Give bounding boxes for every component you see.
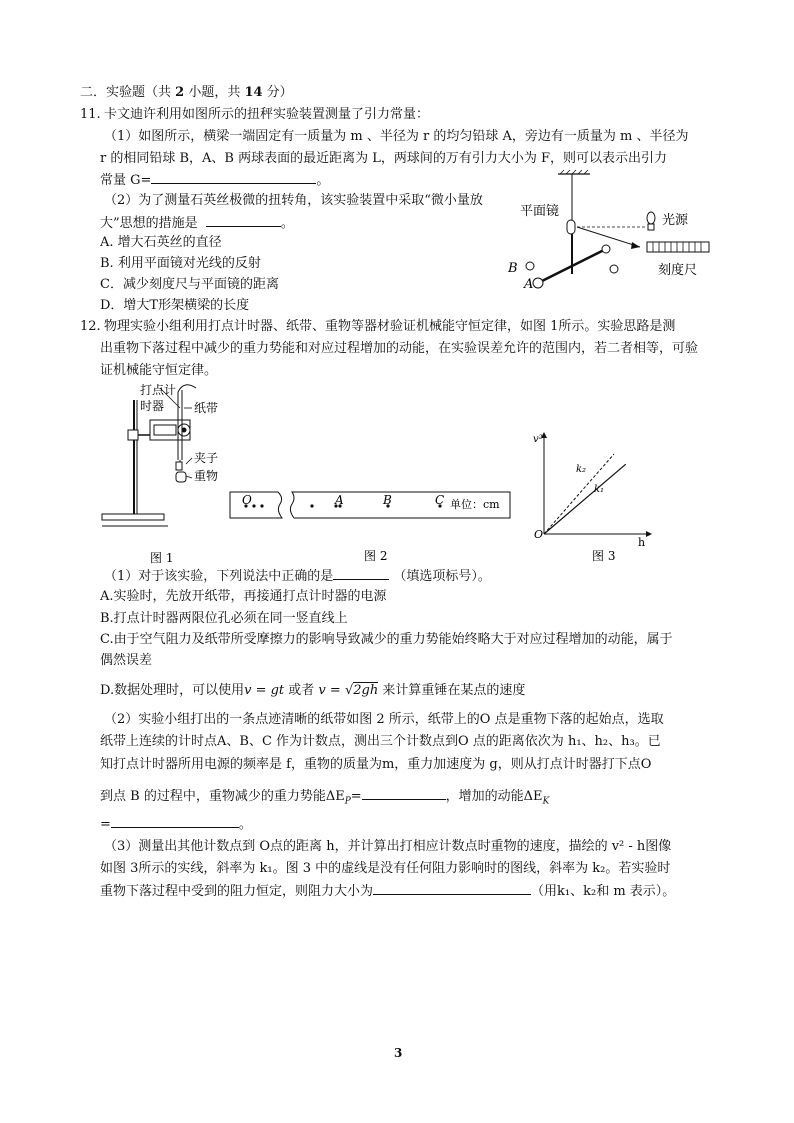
clip-label: 夹子 (194, 451, 219, 465)
figure-3-graph (530, 428, 660, 566)
q12-opt-d-mid: 或者 (284, 683, 319, 698)
figure-2-caption: 图 2 (364, 549, 388, 563)
q12-sub2-line3: 知打点计时器所用电源的频率是 f，重物的质量为m，重力加速度为 g，则从打点计时器打下点O (100, 757, 652, 772)
figure-2-tape (228, 488, 518, 566)
header-suffix: 分） (262, 85, 293, 100)
q11-number: 11. (80, 107, 101, 122)
q11-stem: 卡文迪许利用如图所示的扭秤实验装置测量了引力常量： (104, 107, 430, 122)
q12-sub2-l5b: 。 (238, 817, 252, 832)
q12-opt-c1: C.由于空气阻力及纸带所受摩擦力的影响导致减少的重力势能始终略大于对应过程增加的动能，属于 (100, 632, 673, 647)
q12-sub3-line3 (100, 881, 675, 901)
q12-sub2-l4b: P (344, 796, 351, 807)
q11-p1-line1: （1）如图所示，横梁一端固定有一质量为 m 、半径为 r 的均匀铅球 A，旁边有一质量为 m 、半径为 (104, 129, 689, 144)
q12-sub1-text: （1）对于该实验，下列说法中正确的是 (104, 569, 334, 584)
q12-sub3-line2: 如图 3所示的实线，斜率为 k₁。图 3 中的虚线是没有任何阻力影响时的图线，斜率为 k₂。若实验时 (100, 861, 671, 876)
formula-v-eq: v = (318, 683, 345, 698)
page-number: 3 (394, 1046, 403, 1060)
q12-sub2-line4 (100, 786, 549, 811)
weight-label: 重物 (194, 469, 219, 483)
q12-opt-b: B.打点计时器两限位孔必须在同一竖直线上 (100, 611, 348, 626)
q12-opt-d-post: 来计算重锤在某点的速度 (378, 683, 526, 698)
y-axis-label: v² (533, 434, 543, 445)
header-prefix: 二．实验题（共 (80, 85, 176, 100)
answer-blank-ep[interactable] (362, 786, 446, 800)
q11-p2-line2-text: 大”思想的措施是 (100, 216, 198, 231)
mirror-label: 平面镜 (520, 204, 560, 219)
q12-sub2-line1: （2）实验小组打出的一条点迹清晰的纸带如图 2 所示，纸带上的O 点是重物下落的起始点，选取 (104, 712, 664, 727)
q12-opt-d (100, 682, 525, 700)
section-header (80, 84, 293, 102)
q12-sub3-l3b: （用k₁、k₂和 m 表示）。 (531, 884, 676, 899)
answer-blank-friction[interactable] (373, 881, 531, 895)
q11-p2-end: 。 (280, 216, 294, 231)
answer-blank-g[interactable] (151, 170, 316, 184)
q12-opt-a: A.实验时，先放开纸带，再接通打点计时器的电源 (100, 589, 387, 604)
answer-blank-sub1[interactable] (333, 566, 389, 580)
q12-sub2-l4d: ，增加的动能ΔE (445, 789, 543, 804)
figure-1-caption: 图 1 (150, 551, 174, 565)
q12-sub1 (104, 566, 491, 586)
torsion-balance-figure (500, 170, 720, 300)
header-mid: 小题，共 (184, 85, 245, 100)
header-count: 2 (175, 85, 185, 100)
q12-sub3-line1: （3）测量出其他计数点到 O点的距离 h，并计算出打相应计数点时重物的速度，描绘的 v² - h图像 (104, 839, 672, 854)
q11-option-c: C．减少刻度尺与平面镜的距离 (100, 277, 279, 292)
origin-label: O (534, 528, 544, 541)
q11-p1-line3-text: 常量 G= (100, 173, 152, 188)
q11-option-d: D．增大T形架横梁的长度 (100, 298, 250, 313)
light-source-label: 光源 (662, 213, 689, 228)
q11-p2-line2 (100, 213, 294, 233)
header-score: 14 (244, 85, 263, 100)
q12-stem1: 物理实验小组利用打点计时器、纸带、重物等器材验证机械能守恒定律，如图 1所示。实验思路是测 (104, 319, 676, 334)
x-axis-label: h (638, 536, 646, 549)
figure-3-caption: 图 3 (592, 549, 616, 563)
q11-p1-end: 。 (316, 173, 330, 188)
q12-sub2-line5 (100, 814, 252, 834)
q12-sub2-l5a: = (100, 817, 111, 832)
answer-blank-method[interactable] (206, 213, 281, 227)
q11-p1-line3 (100, 170, 329, 190)
timer-label-2: 时器 (140, 399, 165, 413)
label-b: B (383, 493, 392, 507)
formula-sqrt-2gh: 2gh (353, 683, 379, 698)
q11-option-a: A. 增大石英丝的直径 (100, 235, 222, 250)
answer-blank-ek[interactable] (111, 814, 239, 828)
unit-label: 单位：cm (450, 498, 500, 511)
q12-sub2-l4e: K (542, 796, 550, 807)
q12-opt-d-pre: D.数据处理时，可以使用 (100, 683, 245, 698)
formula-v-gt: v = gt (244, 683, 285, 698)
ball-b-label: B (508, 261, 518, 276)
q12-number: 12. (80, 319, 101, 334)
label-o: O (242, 493, 252, 507)
q12-sub2-l4c: = (350, 789, 362, 804)
q12-sub1-end: （填选项标号）。 (393, 569, 491, 584)
label-c: C (435, 493, 445, 507)
k1-label: k₁ (594, 484, 605, 495)
tape-label: 纸带 (194, 401, 219, 415)
sqrt-icon: √ (344, 683, 354, 698)
timer-label: 打点计 (140, 383, 177, 397)
q12-sub2-l4a: 到点 B 的过程中，重物减少的重力势能ΔE (100, 789, 345, 804)
q12-sub3-l3a: 重物下落过程中受到的阻力恒定，则阻力大小为 (100, 884, 374, 899)
k2-label: k₂ (576, 464, 587, 475)
q12-stem3: 证机械能守恒定律。 (100, 363, 218, 378)
label-a: A (335, 493, 344, 507)
q11-option-b: B. 利用平面镜对光线的反射 (100, 256, 261, 271)
q12-sub2-line2: 纸带上连续的计时点A、B、C 作为计数点，测出三个计数点到O 点的距离依次为 h₁、h₂、h₃。已 (100, 734, 661, 749)
q11-p1-line2: r 的相同铅球 B，A、B 两球表面的最近距离为 L，两球间的万有引力大小为 F，则可以表示出引力 (100, 151, 668, 166)
scale-label: 刻度尺 (658, 263, 698, 278)
q11-p2-line1: （2）为了测量石英丝极微的扭转角，该实验装置中采取“微小量放 (104, 193, 483, 208)
ball-a-label: A (524, 277, 534, 292)
q12-opt-c2: 偶然误差 (100, 653, 153, 668)
q12-stem2: 出重物下落过程中减少的重力势能和对应过程增加的动能，在实验误差允许的范围内，若二者相等，可验 (100, 341, 699, 356)
